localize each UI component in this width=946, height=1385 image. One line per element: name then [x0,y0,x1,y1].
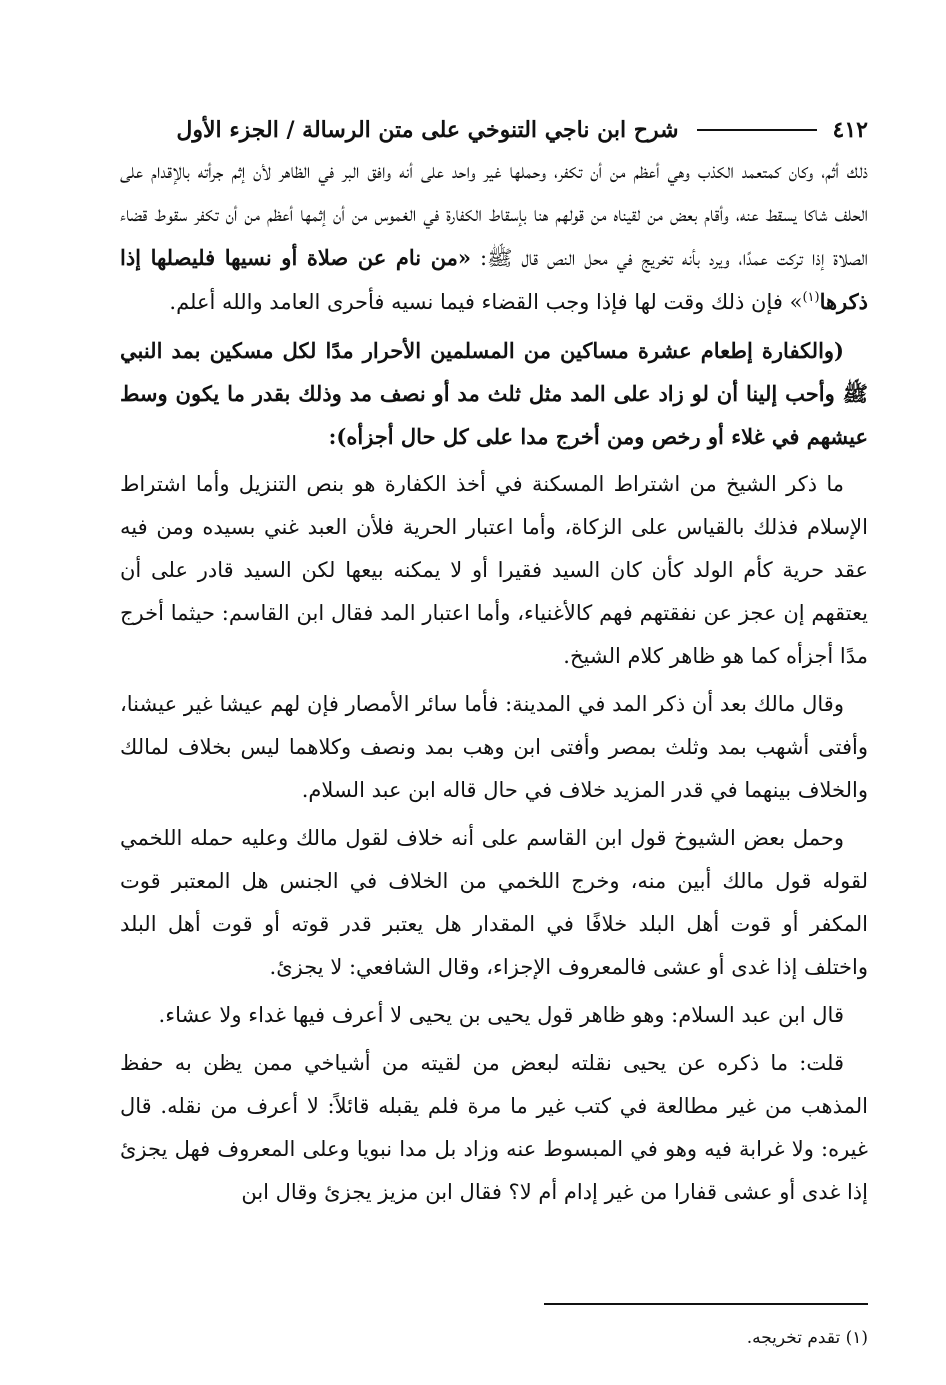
page-number: ٤١٢ [832,117,868,143]
header-rule [697,129,817,131]
paragraph-6: قال ابن عبد السلام: وهو ظاهر قول يحيى بن يحيى لا أعرف فيها غداء ولا عشاء. [158,1003,844,1027]
paragraph-5: وحمل بعض الشيوخ قول ابن القاسم على أنه خلاف لقول مالك وعليه حمله اللخمي لقوله قول مالك أبين منه، وخرج اللخمي من الخلاف في الجنس هل المعتبر قوت المكفر أو قوت أهل البلد خلافًا في المقدار هل يعتبر قدر قوته أو قوت أهل البلد واختلف إذا غدى أو عشى فالمعروف الإجزاء، وقال الشافعي: لا يجزئ. [120,826,868,979]
body-text [120,150,868,1219]
matn-paragraph: (والكفارة إطعام عشرة مساكين من المسلمين الأحرار مدًا لكل مسكين بمد النبي ﷺ وأحب إلينا أن لو زاد على المد مثل ثلث مد أو نصف مد وذلك بقدر ما يكون وسط عيشهم في غلاء أو رخص ومن أخرج مدا على كل حال أجزأه): [120,338,868,449]
hadith-quote: «من نام عن صلاة أو نسيها فليصلها إذا ذكرها [120,245,868,314]
paragraph-4: وقال مالك بعد أن ذكر المد في المدينة: فأما سائر الأمصار فإن لهم عيشا غير عيشنا، وأفتى أشهب بمد وثلث بمصر وأفتى ابن وهب بمد ونصف وكلاهما ليس بخلاف لمالك والخلاف بينهما في قدر المزيد خلاف في حال قاله ابن عبد السلام. [120,692,868,802]
footnote: (١) تقدم تخريجه. [746,1328,868,1348]
page-header [120,112,868,148]
paragraph-3: ما ذكر الشيخ من اشتراط المسكنة في أخذ الكفارة هو بنص التنزيل وأما اشتراط الإسلام فذلك بالقياس على الزكاة، وأما اعتبار الحرية فلأن العبد غني بسيده ومن فيه عقد حرية كأم الولد كأن كان السيد فقيرا أو لا يمكنه بيعها لكن السيد قادر على أن يعتقهم إن عجز عن نفقتهم فهم كالأغنياء، وأما اعتبار المد فقال ابن القاسم: حيثما أخرج مدًا أجزأه كما هو ظاهر كلام الشيخ. [120,472,868,668]
running-title: شرح ابن ناجي التنوخي على متن الرسالة / الجزء الأول [176,117,679,143]
paragraph-1-text: ذلك أثم، وكان كمتعمد الكذب وهي أعظم من أن تكفر، وحملها غير واحد على أنه وافق البر في الظاهر لأن إثم جرأته بالإقدام على الحلف شاكا يسقط عنه، وأقام بعض من لقيناه من قولهم هنا بإسقاط الكفارة في الغموس من أن إثمها أعظم من أن تكفر سقوط قضاء الصلاة إذا تركت عمدًا، ويرد بأنه تخريج في محل النص قال ﷺ: [120,159,868,270]
footnote-marker: (١) [802,290,820,305]
paragraph-1 [120,150,868,324]
paragraph-1-text-cont: » فإن ذلك وقت لها فإذا وجب القضاء فيما نسيه فأحرى العامد والله أعلم. [169,290,803,314]
footnote-rule [544,1303,868,1305]
paragraph-7: قلت: ما ذكره عن يحيى نقلته لبعض من لقيته من أشياخي ممن يظن به حفظ المذهب من غير مطالعة في كتب غير ما مرة فلم يقبله قائلاً: لا أعرف من نقله. قال غيره: ولا غرابة فيه وهو في المبسوط عنه وزاد بل مدا نبويا وعلى المعروف فهل يجزئ إذا غدى أو عشى قفارا من غير إدام أم لا؟ فقال ابن مزيز يجزئ وقال ابن [120,1051,868,1204]
